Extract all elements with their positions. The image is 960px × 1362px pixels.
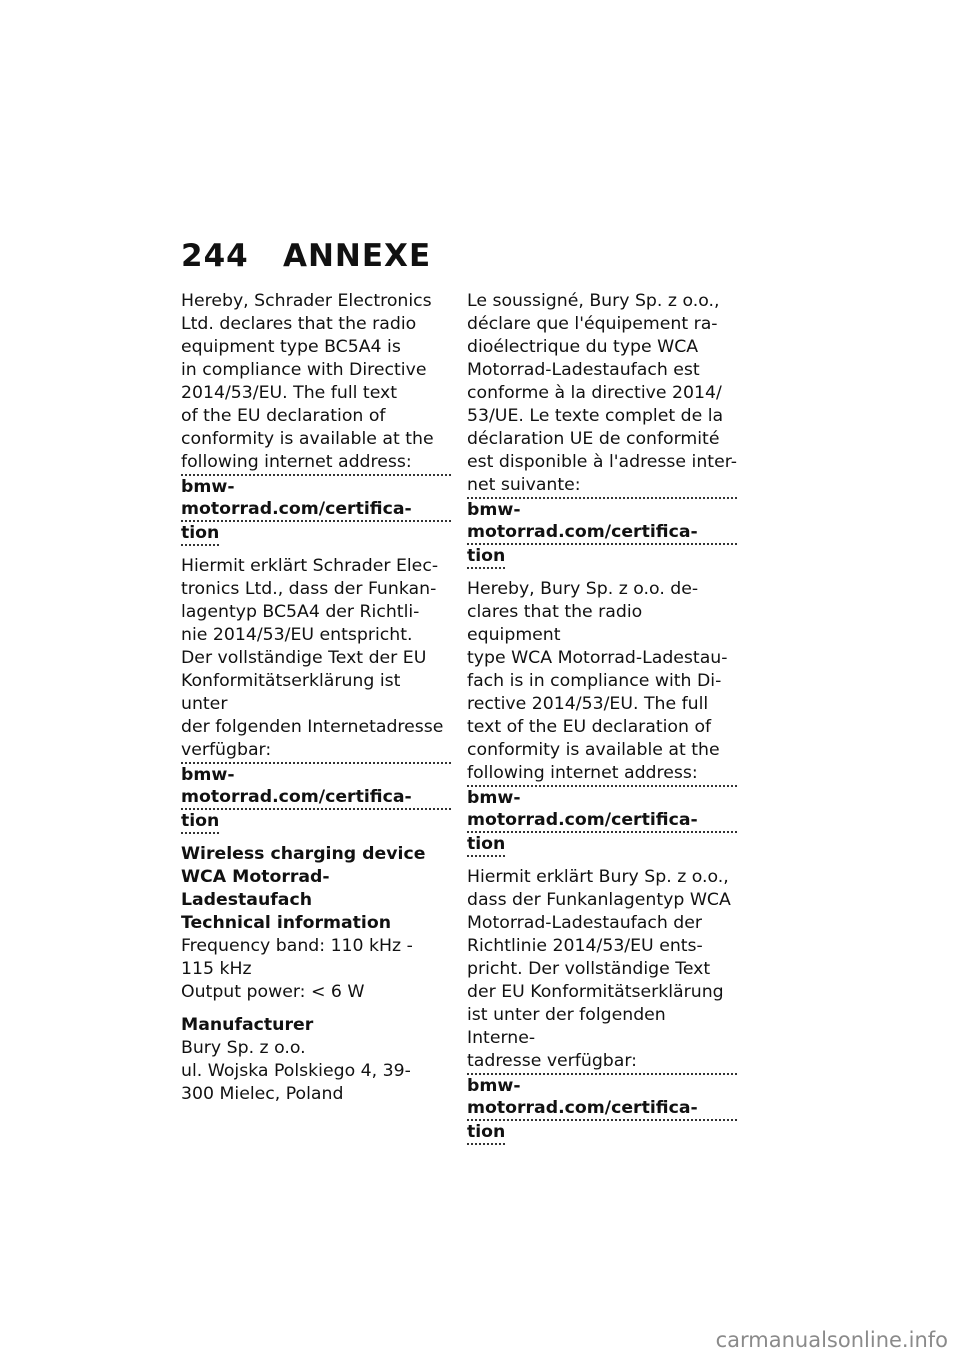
paragraph-bury-fr: Le soussigné, Bury Sp. z o.o., déclare que l'équipement ra- dioélectrique du type WCA Motorrad-Ladestaufach est conforme à la directive 2014/ 53/UE. Le texte complet de la déclaration UE de conformité est disponible à l'adresse inter- net suivante: (467, 291, 737, 495)
technical-information-heading: Technical information (181, 913, 391, 933)
technical-specs: Frequency band: 110 kHz - 115 kHz Output power: < 6 W (181, 936, 413, 1002)
certification-link[interactable]: bmw-motorrad.com/certifica- tion (467, 1073, 737, 1145)
right-column (467, 290, 737, 1154)
manufacturer-heading: Manufacturer (181, 1015, 314, 1035)
device-heading: Wireless charging device WCA Motorrad-Ladestaufach (181, 844, 426, 910)
paragraph-bury-de: Hiermit erklärt Bury Sp. z o.o., dass der Funkanlagentyp WCA Motorrad-Ladestaufach der Richtlinie 2014/53/EU ents- pricht. Der vollständige Text der EU Konformitätserklärung ist unter der folgenden Interne- tadresse verfügbar: (467, 867, 731, 1071)
certification-link[interactable]: bmw-motorrad.com/certifica- tion (181, 762, 451, 834)
paragraph-bury-en: Hereby, Bury Sp. z o.o. de- clares that the radio equipment type WCA Motorrad-Ladestau- fach is in compliance with Di- rective 2014/53/EU. The full text of the EU declaration of conformity is available at the following internet address: (467, 579, 728, 783)
page-number: 244 (181, 238, 249, 274)
certification-link[interactable]: bmw-motorrad.com/certifica- tion (181, 474, 451, 546)
manufacturer-address: Bury Sp. z o.o. ul. Wojska Polskiego 4, 39- 300 Mielec, Poland (181, 1038, 411, 1104)
left-column (181, 290, 451, 1116)
watermark: carmanualsonline.info (715, 1328, 948, 1352)
page-header (181, 238, 431, 274)
certification-link[interactable]: bmw-motorrad.com/certifica- tion (467, 785, 737, 857)
paragraph-schrader-en: Hereby, Schrader Electronics Ltd. declares that the radio equipment type BC5A4 is in compliance with Directive 2014/53/EU. The full text of the EU declaration of conformity is available at the following internet address: (181, 291, 434, 472)
section-title: ANNEXE (283, 238, 432, 274)
certification-link[interactable]: bmw-motorrad.com/certifica- tion (467, 497, 737, 569)
paragraph-schrader-de: Hiermit erklärt Schrader Elec- tronics Ltd., dass der Funkan- lagentyp BC5A4 der Richtli- nie 2014/53/EU entspricht. Der vollständige Text der EU Konformitätserklärung ist unter der folgenden Internetadresse verfügbar: (181, 556, 444, 760)
